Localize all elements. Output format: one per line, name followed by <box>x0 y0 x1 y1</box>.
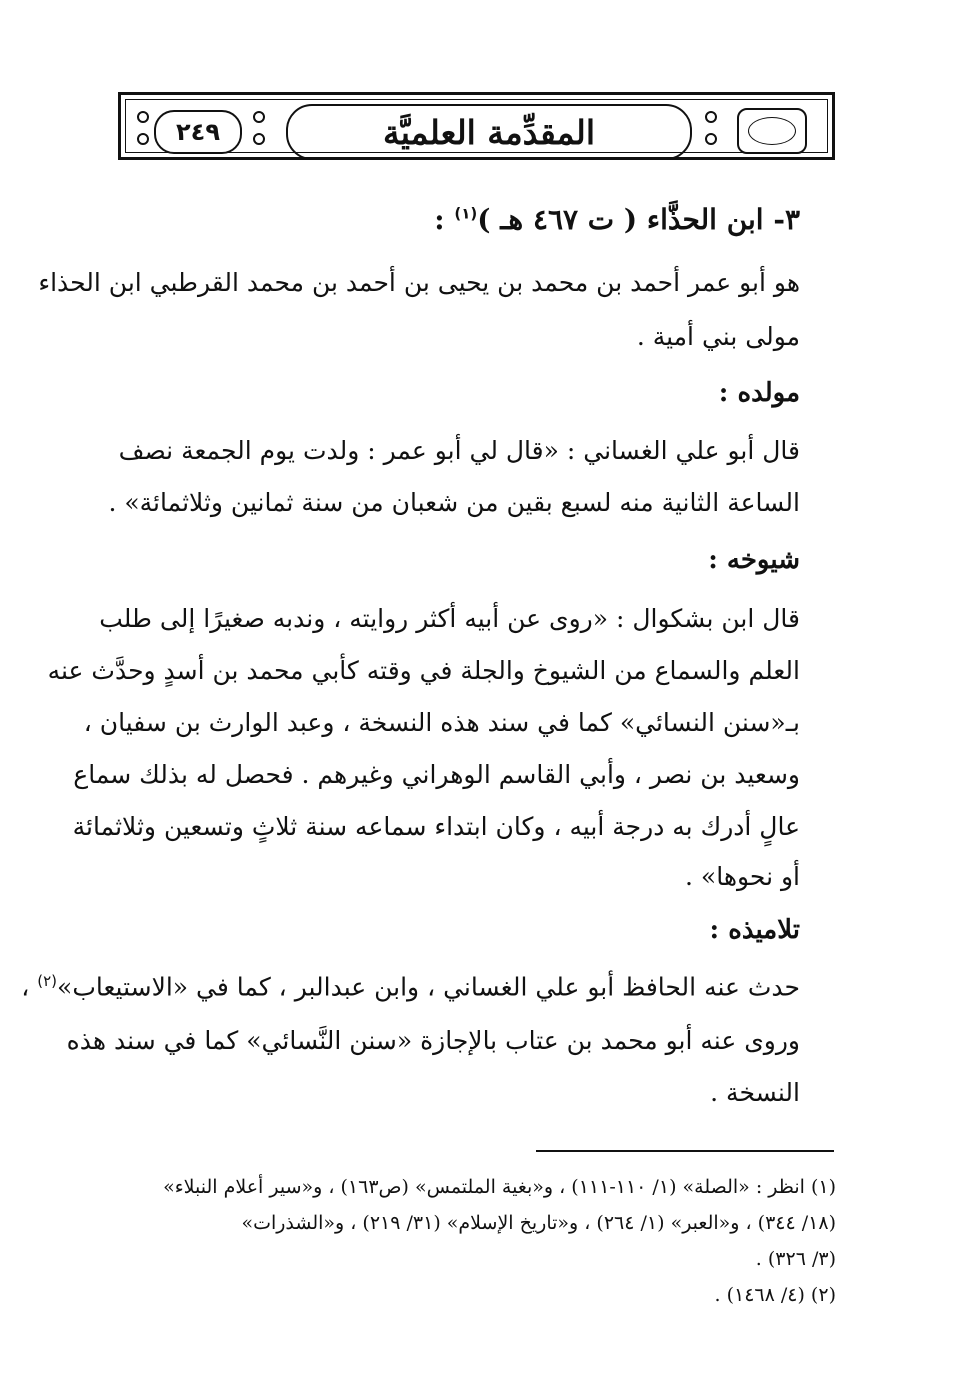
footnote-divider <box>536 1150 834 1152</box>
page-header <box>118 92 835 160</box>
biography-heading: ٣- ابن الحذَّاء ( ت ٤٦٧ هـ )$^{(١)}$ : <box>434 203 800 236</box>
paragraph-line: هو أبو عمر أحمد بن محمد بن يحيى بن أحمد بن محمد القرطبي ابن الحذاء <box>38 268 800 297</box>
ornament-mid-right <box>702 106 720 150</box>
ornament-mid-left <box>250 106 268 150</box>
running-title: المقدِّمة العلميَّة <box>286 104 692 160</box>
paragraph-line: وسعيد بن نصر ، وأبي القاسم الوهراني وغيرهم . فحصل له بذلك سماع <box>73 760 800 789</box>
paragraph-line: قال أبو علي الغساني : «قال لي أبو عمر : ولدت يوم الجمعة نصف <box>118 436 800 465</box>
paragraph-line: الساعة الثانية منه لسبع بقين من شعبان من سنة ثمانين وثلاثمائة» . <box>108 488 800 517</box>
section-heading-birth: مولده : <box>718 378 800 408</box>
footnote-line: (١) انظر : «الصلة» (١/ ١١٠-١١١) ، و«بغية الملتمس» (ص١٦٣) ، و«سير أعلام النبلاء» <box>163 1176 836 1198</box>
section-heading-students: تلاميذه : <box>709 915 800 945</box>
paragraph-line: حدث عنه الحافظ أبو علي الغساني ، وابن عبدالبر ، كما في «الاستيعاب»$^{(٢)}$ ، <box>21 972 800 1002</box>
footnote-ref-1: (١) <box>454 204 478 223</box>
footnote-line: (٣/ ٣٢٦) . <box>755 1248 836 1270</box>
paragraph-line: أو نحوها» . <box>685 862 800 891</box>
paragraph-line: قال ابن بشكوال : «روى عن أبيه أكثر روايته ، وندبه صغيرًا إلى طلب <box>99 604 800 633</box>
page-number: ٢٤٩ <box>154 110 242 154</box>
publisher-logo <box>737 108 807 154</box>
paragraph-line: بـ«سنن النسائي» كما في سند هذه النسخة ، وعبد الوارث بن سفيان ، <box>83 708 800 737</box>
paragraph-line: مولى بني أمية . <box>636 322 800 351</box>
paragraph-line: وروى عنه أبو محمد بن عتاب بالإجازة «سنن النَّسائي» كما في سند هذه <box>66 1026 800 1055</box>
ornament-left <box>134 106 152 150</box>
header-inner-border <box>125 99 828 153</box>
paragraph-line: عالٍ أدرك به درجة أبيه ، وكان ابتداء سماعه سنة ثلاثٍ وتسعين وثلاثمائة <box>72 812 800 841</box>
footnote-line: (٢) (٤/ ١٤٦٨) . <box>714 1284 836 1306</box>
paragraph-line: النسخة . <box>710 1078 800 1107</box>
footnote-line: (١٨/ ٣٤٤) ، و«العبر» (١/ ٢٦٤) ، و«تاريخ الإسلام» (٣١/ ٢١٩) ، و«الشذرات» <box>241 1212 836 1234</box>
paragraph-line: العلم والسماع من الشيوخ والجلة في وقته كأبي محمد بن أسدٍ وحدَّث عنه <box>47 656 800 685</box>
footnote-ref-2: (٢) <box>37 972 58 990</box>
section-heading-teachers: شيوخه : <box>708 545 800 575</box>
